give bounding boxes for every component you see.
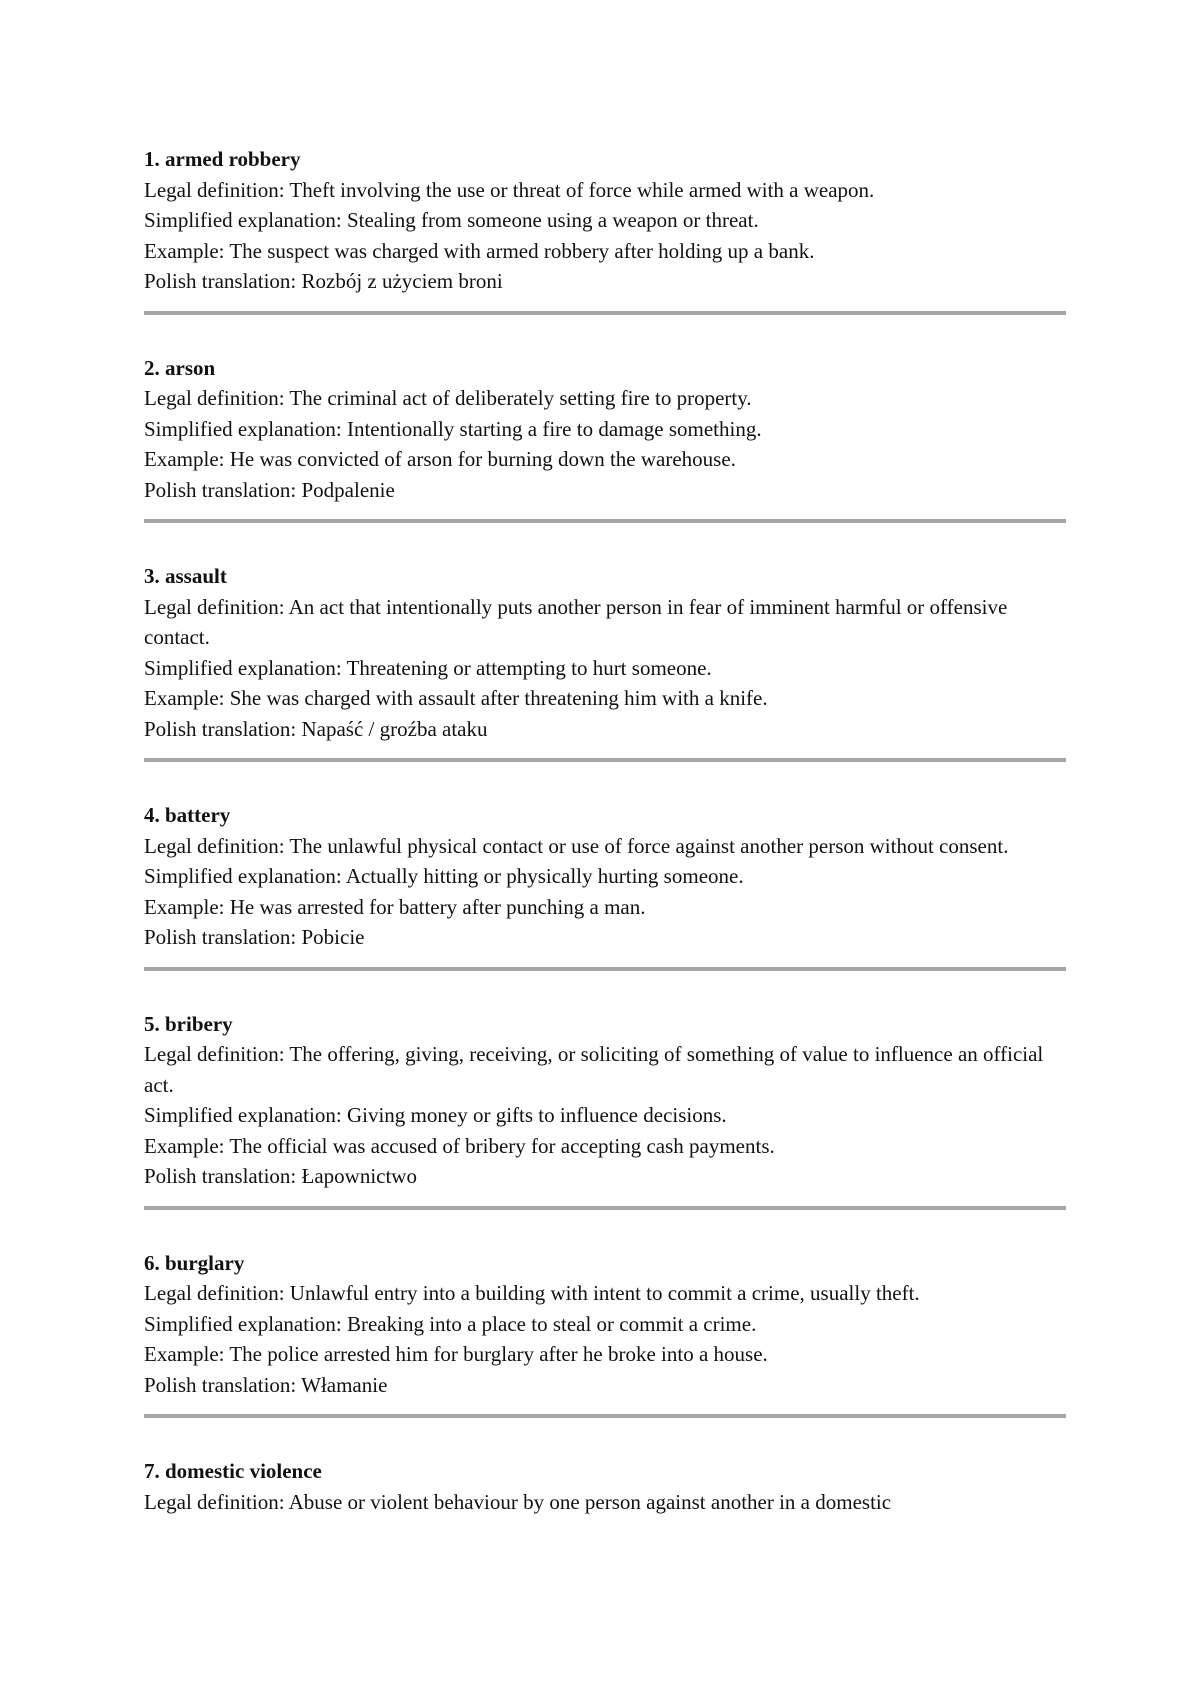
legal-definition-text: Unlawful entry into a building with intent to commit a crime, usually theft. (289, 1281, 920, 1305)
legal-definition-label: Legal definition: (144, 386, 285, 410)
example-label: Example: (144, 1342, 225, 1366)
polish-translation (144, 266, 1066, 297)
example (144, 683, 1066, 714)
entry-term: arson (165, 355, 216, 380)
glossary-entry-armed-robbery (144, 144, 1066, 297)
polish-translation (144, 1370, 1066, 1401)
simplified-explanation (144, 205, 1066, 236)
simplified-explanation-label: Simplified explanation: (144, 1311, 342, 1336)
legal-definition-label: Legal definition: (144, 1489, 285, 1514)
simplified-explanation-label: Simplified explanation: (144, 208, 342, 232)
section-divider (144, 1414, 1066, 1418)
simplified-explanation-label: Simplified explanation: (144, 416, 342, 441)
polish-translation-text: Rozbój z użyciem broni (301, 269, 503, 293)
example-text: The official was accused of bribery for accepting cash payments. (229, 1133, 775, 1158)
simplified-explanation (144, 1100, 1066, 1131)
legal-definition-label: Legal definition: (144, 1281, 285, 1305)
example-label: Example: (144, 447, 225, 471)
entry-number: 5. (144, 1011, 160, 1036)
polish-translation (144, 922, 1066, 953)
example-text: He was convicted of arson for burning down the warehouse. (229, 447, 736, 471)
simplified-explanation (144, 861, 1066, 892)
entry-term: burglary (165, 1250, 245, 1275)
glossary-entry-bribery (144, 1009, 1066, 1192)
entry-heading (144, 1248, 1066, 1279)
legal-definition (144, 1487, 1066, 1518)
example-text: The suspect was charged with armed robbery after holding up a bank. (229, 238, 815, 263)
example (144, 1131, 1066, 1162)
entry-number: 4. (144, 803, 160, 827)
simplified-explanation-label: Simplified explanation: (144, 864, 342, 888)
legal-definition (144, 592, 1066, 653)
section-divider (144, 519, 1066, 523)
entry-number: 1. (144, 147, 160, 171)
simplified-explanation-text: Stealing from someone using a weapon or threat. (346, 208, 759, 232)
legal-definition-text: Abuse or violent behaviour by one person against another in a domestic (288, 1489, 892, 1514)
polish-translation-label: Polish translation: (144, 716, 297, 741)
example (144, 236, 1066, 267)
legal-definition (144, 1278, 1066, 1309)
document-page (144, 144, 1066, 1517)
simplified-explanation (144, 653, 1066, 684)
glossary-entry-assault (144, 561, 1066, 744)
entry-number: 7. (144, 1459, 160, 1483)
entry-term: assault (165, 564, 227, 588)
entry-number: 2. (144, 355, 160, 380)
legal-definition-text: An act that intentionally puts another person in fear of imminent harmful or offensive contact. (144, 594, 1008, 649)
entry-heading (144, 1456, 1066, 1487)
legal-definition-text: The criminal act of deliberately setting fire to property. (289, 386, 752, 410)
simplified-explanation-label: Simplified explanation: (144, 1103, 342, 1127)
legal-definition (144, 383, 1066, 414)
polish-translation-text: Podpalenie (301, 477, 395, 502)
example (144, 444, 1066, 475)
simplified-explanation (144, 414, 1066, 445)
legal-definition (144, 175, 1066, 206)
example-label: Example: (144, 894, 225, 919)
polish-translation-label: Polish translation: (144, 1164, 297, 1188)
glossary-entry-arson (144, 353, 1066, 506)
simplified-explanation-text: Threatening or attempting to hurt someone. (346, 655, 712, 680)
simplified-explanation-text: Intentionally starting a fire to damage something. (346, 416, 762, 441)
polish-translation (144, 1161, 1066, 1192)
legal-definition-text: Theft involving the use or threat of force while armed with a weapon. (289, 177, 875, 202)
section-divider (144, 967, 1066, 971)
simplified-explanation (144, 1309, 1066, 1340)
entry-heading (144, 800, 1066, 831)
polish-translation-text: Włamanie (301, 1372, 388, 1397)
entry-term: battery (165, 803, 231, 827)
section-divider (144, 311, 1066, 315)
legal-definition-label: Legal definition: (144, 1042, 285, 1066)
example-text: The police arrested him for burglary after he broke into a house. (229, 1342, 768, 1366)
glossary-entry-domestic-violence (144, 1456, 1066, 1517)
legal-definition-label: Legal definition: (144, 594, 285, 619)
polish-translation (144, 714, 1066, 745)
simplified-explanation-text: Actually hitting or physically hurting someone. (345, 864, 744, 888)
polish-translation-label: Polish translation: (144, 269, 297, 293)
glossary-entry-battery (144, 800, 1066, 953)
glossary-entry-burglary (144, 1248, 1066, 1401)
polish-translation (144, 475, 1066, 506)
legal-definition (144, 831, 1066, 862)
entry-term: armed robbery (165, 147, 301, 171)
polish-translation-text: Pobicie (301, 925, 365, 949)
entry-number: 6. (144, 1250, 160, 1275)
simplified-explanation-label: Simplified explanation: (144, 655, 342, 680)
entry-heading (144, 353, 1066, 384)
legal-definition-label: Legal definition: (144, 833, 285, 858)
example-label: Example: (144, 1133, 225, 1158)
example (144, 1339, 1066, 1370)
entry-term: domestic violence (165, 1459, 322, 1483)
example-label: Example: (144, 238, 225, 263)
legal-definition-text: The offering, giving, receiving, or soliciting of something of value to influence an official act. (144, 1042, 1044, 1097)
polish-translation-text: Napaść / groźba ataku (301, 716, 488, 741)
section-divider (144, 1206, 1066, 1210)
legal-definition (144, 1039, 1066, 1100)
entry-heading (144, 1009, 1066, 1040)
legal-definition-text: The unlawful physical contact or use of force against another person without consent. (289, 833, 1009, 858)
simplified-explanation-text: Breaking into a place to steal or commit a crime. (346, 1311, 757, 1336)
example-text: He was arrested for battery after punching a man. (229, 894, 646, 919)
example (144, 892, 1066, 923)
legal-definition-label: Legal definition: (144, 177, 285, 202)
polish-translation-label: Polish translation: (144, 925, 297, 949)
entry-term: bribery (165, 1011, 233, 1036)
entry-heading (144, 561, 1066, 592)
example-text: She was charged with assault after threatening him with a knife. (229, 686, 768, 710)
simplified-explanation-text: Giving money or gifts to influence decisions. (346, 1103, 727, 1127)
polish-translation-label: Polish translation: (144, 477, 297, 502)
polish-translation-label: Polish translation: (144, 1372, 297, 1397)
example-label: Example: (144, 686, 225, 710)
entry-number: 3. (144, 564, 160, 588)
entry-heading (144, 144, 1066, 175)
polish-translation-text: Łapownictwo (301, 1164, 417, 1188)
section-divider (144, 758, 1066, 762)
